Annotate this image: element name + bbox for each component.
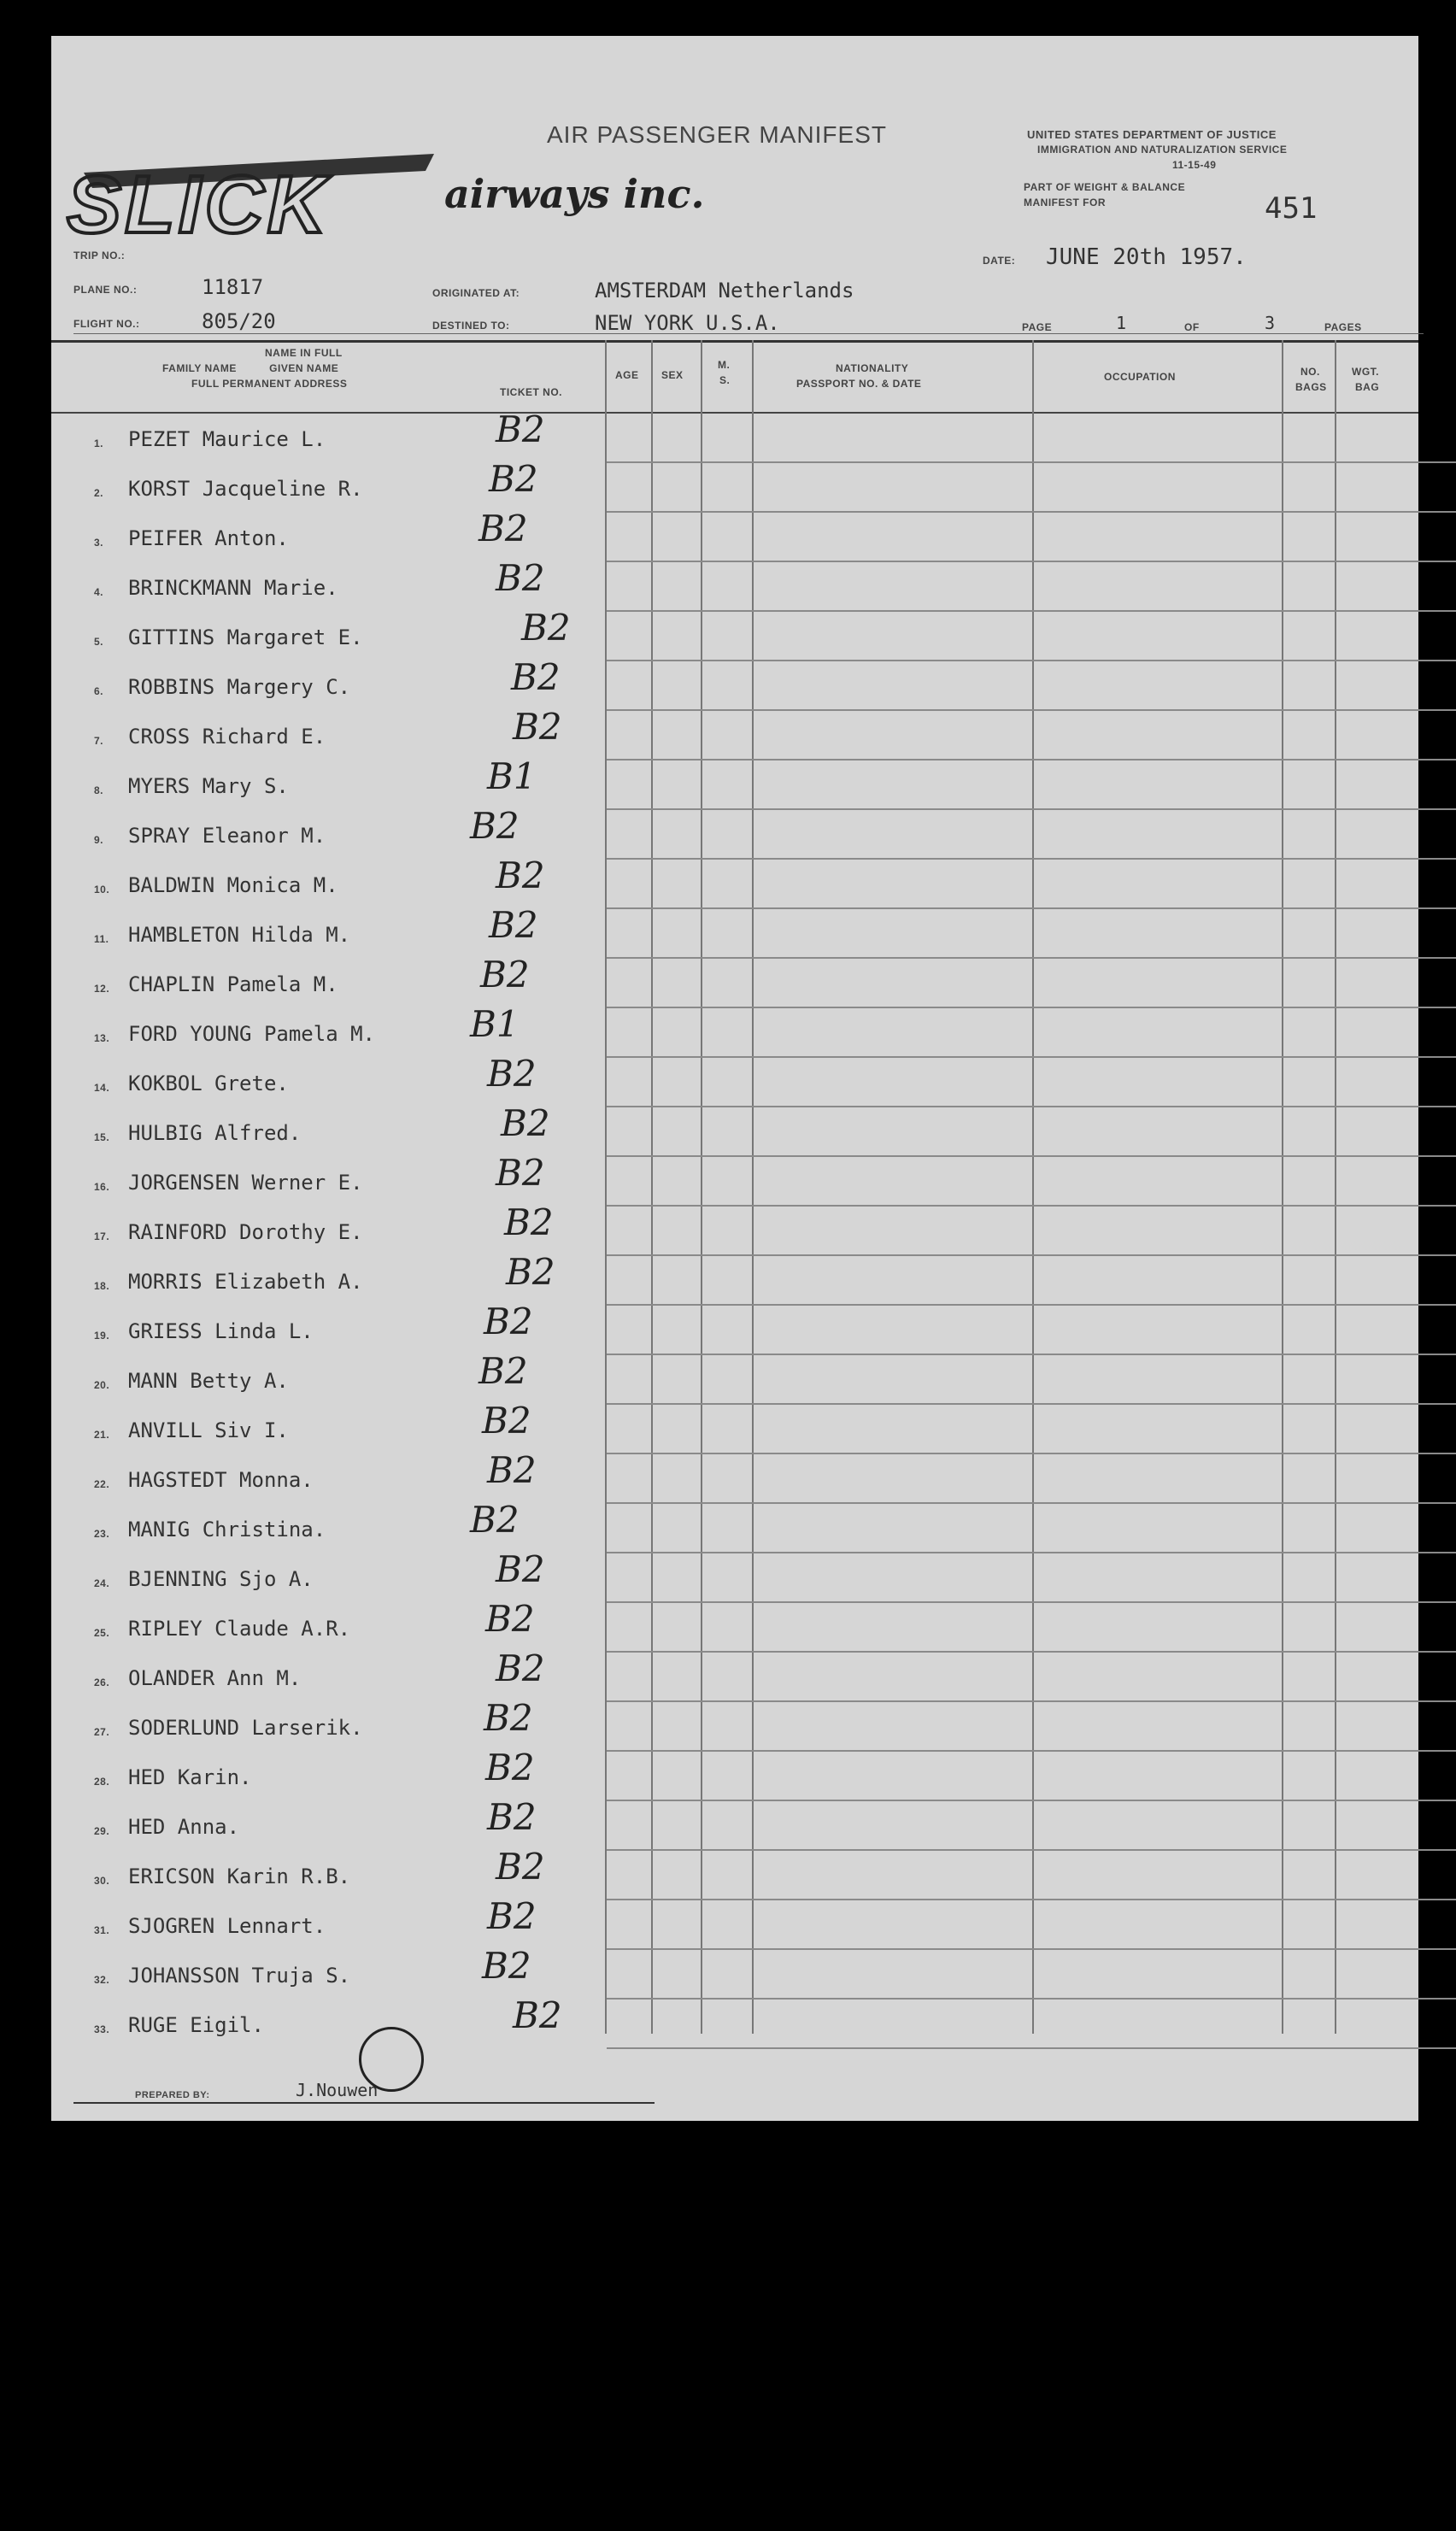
ticket-number: B2	[501, 1102, 550, 1144]
manifest-sheet	[51, 36, 1418, 2121]
col-ms-line-2: S.	[719, 374, 731, 386]
row-rule	[607, 1651, 1456, 1653]
passenger-name: ROBBINS Margery C.	[128, 675, 351, 699]
col-divider-occupation	[1032, 340, 1034, 2034]
row-number: 14.	[94, 1082, 110, 1094]
col-occupation: OCCUPATION	[1104, 371, 1176, 383]
flight-label: FLIGHT NO.:	[73, 318, 140, 330]
row-number: 22.	[94, 1478, 110, 1490]
row-rule	[607, 1948, 1456, 1950]
ticket-number: B2	[496, 408, 545, 450]
row-rule	[607, 907, 1456, 909]
ticket-number: B2	[484, 1301, 533, 1342]
logo-text: SLICK	[67, 159, 330, 245]
manifest-title: AIR PASSENGER MANIFEST	[547, 121, 887, 148]
col-bags-line-1: NO.	[1300, 366, 1320, 378]
passenger-name: RUGE Eigil.	[128, 2013, 264, 2037]
row-number: 13.	[94, 1032, 110, 1044]
row-number: 12.	[94, 983, 110, 995]
passenger-name: CROSS Richard E.	[128, 725, 326, 749]
ticket-number: B2	[485, 1747, 535, 1788]
prepared-by-name: J.Nouwen	[296, 2080, 379, 2100]
passenger-name: ERICSON Karin R.B.	[128, 1864, 351, 1888]
row-number: 18.	[94, 1280, 110, 1292]
row-number: 20.	[94, 1379, 110, 1391]
passenger-name: HAGSTEDT Monna.	[128, 1468, 314, 1492]
passenger-name: SJOGREN Lennart.	[128, 1914, 326, 1938]
col-divider-sex	[651, 340, 653, 2034]
col-divider-nationality	[752, 340, 754, 2034]
row-rule	[607, 1304, 1456, 1306]
col-ms-line-1: M.	[718, 359, 731, 371]
agency-line-2: IMMIGRATION AND NATURALIZATION SERVICE	[1037, 144, 1288, 156]
manifest-number: 451	[1265, 191, 1318, 226]
col-bags-line-2: BAGS	[1295, 381, 1327, 393]
plane-number: 11817	[202, 275, 264, 299]
passenger-name: MYERS Mary S.	[128, 774, 289, 798]
row-number: 33.	[94, 2023, 110, 2035]
ticket-number: B2	[480, 954, 530, 995]
passenger-name: KORST Jacqueline R.	[128, 477, 363, 501]
col-name-line-3: FULL PERMANENT ADDRESS	[191, 378, 348, 390]
row-number: 1.	[94, 437, 104, 449]
weight-line-2: MANIFEST FOR	[1024, 197, 1106, 208]
row-number: 17.	[94, 1230, 110, 1242]
row-rule	[607, 1403, 1456, 1405]
col-divider-bags	[1282, 340, 1283, 2034]
row-number: 26.	[94, 1677, 110, 1688]
pages-total: 3	[1265, 313, 1276, 333]
row-number: 23.	[94, 1528, 110, 1540]
row-rule	[607, 1552, 1456, 1553]
passenger-name: MANN Betty A.	[128, 1369, 289, 1393]
ticket-number: B2	[478, 508, 528, 549]
prepared-by-label: PREPARED BY:	[135, 2090, 210, 2100]
col-divider-ms	[701, 340, 702, 2034]
col-name-line-2: FAMILY NAME GIVEN NAME	[162, 362, 339, 374]
ticket-number: B2	[521, 607, 571, 649]
form-date: 11-15-49	[1172, 159, 1217, 171]
ticket-number: B2	[496, 1846, 545, 1888]
passenger-name: OLANDER Ann M.	[128, 1666, 302, 1690]
ticket-number: B2	[511, 656, 561, 698]
col-divider-age	[605, 340, 607, 2034]
row-rule	[607, 957, 1456, 959]
ticket-number: B2	[482, 1400, 531, 1442]
row-rule	[607, 1700, 1456, 1702]
ticket-number: B2	[478, 1350, 528, 1392]
row-rule	[607, 1849, 1456, 1851]
passenger-name: RIPLEY Claude A.R.	[128, 1617, 351, 1641]
pages-label: PAGES	[1324, 321, 1362, 333]
plane-label: PLANE NO.:	[73, 284, 138, 296]
ticket-number: B2	[504, 1201, 554, 1243]
row-rule	[607, 561, 1456, 562]
ticket-number: B2	[470, 805, 520, 847]
ticket-number: B2	[484, 1697, 533, 1739]
ticket-number: B2	[487, 1449, 537, 1491]
ticket-number: B1	[470, 1003, 520, 1045]
col-wgt-line-2: BAG	[1355, 381, 1380, 393]
passenger-name: SODERLUND Larserik.	[128, 1716, 363, 1740]
row-rule	[607, 759, 1456, 760]
row-number: 29.	[94, 1825, 110, 1837]
row-number: 31.	[94, 1924, 110, 1936]
passenger-name: MANIG Christina.	[128, 1518, 326, 1542]
row-number: 11.	[94, 933, 109, 945]
row-number: 30.	[94, 1875, 110, 1887]
row-rule	[607, 1007, 1456, 1008]
date-label: DATE:	[983, 255, 1016, 267]
row-number: 16.	[94, 1181, 110, 1193]
destined-label: DESTINED TO:	[432, 320, 510, 332]
of-label: OF	[1184, 321, 1200, 333]
ticket-number: B2	[506, 1251, 555, 1293]
row-rule	[607, 858, 1456, 860]
row-rule	[607, 1899, 1456, 1900]
header-bottom-rule	[51, 412, 1418, 414]
row-number: 9.	[94, 834, 104, 846]
trip-label: TRIP NO.:	[73, 250, 126, 261]
passenger-name: FORD YOUNG Pamela M.	[128, 1022, 375, 1046]
passenger-name: HED Anna.	[128, 1815, 240, 1839]
passenger-name: RAINFORD Dorothy E.	[128, 1220, 363, 1244]
col-nationality-line-2: PASSPORT NO. & DATE	[796, 378, 922, 390]
row-rule	[607, 1205, 1456, 1207]
row-rule	[607, 1502, 1456, 1504]
signature-mark	[359, 2027, 424, 2092]
col-divider-wgt	[1335, 340, 1336, 2034]
ticket-number: B2	[489, 904, 538, 946]
passenger-name: GRIESS Linda L.	[128, 1319, 314, 1343]
originated-value: AMSTERDAM Netherlands	[595, 279, 854, 302]
passenger-name: BRINCKMANN Marie.	[128, 576, 338, 600]
row-rule	[607, 511, 1456, 513]
passenger-name: JORGENSEN Werner E.	[128, 1171, 363, 1195]
date-value: JUNE 20th 1957.	[1046, 244, 1247, 270]
ticket-number: B2	[496, 557, 545, 599]
agency-line-1: UNITED STATES DEPARTMENT OF JUSTICE	[1027, 128, 1277, 141]
passenger-name: HULBIG Alfred.	[128, 1121, 302, 1145]
flight-number: 805/20	[202, 309, 276, 333]
passenger-name: PEIFER Anton.	[128, 526, 289, 550]
table-top-rule	[51, 340, 1418, 343]
weight-line-1: PART OF WEIGHT & BALANCE	[1024, 181, 1186, 193]
col-name-line-1: NAME IN FULL	[265, 347, 343, 359]
passenger-name: HAMBLETON Hilda M.	[128, 923, 351, 947]
row-number: 27.	[94, 1726, 110, 1738]
col-sex: SEX	[661, 369, 684, 381]
row-rule	[607, 660, 1456, 661]
row-number: 2.	[94, 487, 104, 499]
row-number: 5.	[94, 636, 104, 648]
passenger-name: BALDWIN Monica M.	[128, 873, 338, 897]
passenger-name: HED Karin.	[128, 1765, 252, 1789]
ticket-number: B1	[487, 755, 537, 797]
row-rule	[607, 461, 1456, 463]
ticket-number: B2	[513, 1994, 562, 2036]
passenger-name: BJENNING Sjo A.	[128, 1567, 314, 1591]
passenger-name: MORRIS Elizabeth A.	[128, 1270, 363, 1294]
row-rule	[607, 1354, 1456, 1355]
airline-logo	[58, 147, 443, 245]
row-number: 32.	[94, 1974, 110, 1986]
row-number: 21.	[94, 1429, 110, 1441]
row-rule	[607, 1750, 1456, 1752]
ticket-number: B2	[487, 1796, 537, 1838]
ticket-number: B2	[496, 1548, 545, 1590]
row-number: 24.	[94, 1577, 110, 1589]
row-number: 15.	[94, 1131, 110, 1143]
row-number: 7.	[94, 735, 104, 747]
ticket-number: B2	[482, 1945, 531, 1987]
ticket-number: B2	[487, 1053, 537, 1095]
row-number: 8.	[94, 784, 104, 796]
destined-value: NEW YORK U.S.A.	[595, 311, 780, 335]
row-number: 6.	[94, 685, 104, 697]
col-nationality-line-1: NATIONALITY	[836, 362, 909, 374]
row-rule	[607, 1155, 1456, 1157]
row-rule	[607, 1106, 1456, 1107]
passenger-name: SPRAY Eleanor M.	[128, 824, 326, 848]
row-number: 25.	[94, 1627, 110, 1639]
row-number: 19.	[94, 1330, 110, 1342]
passenger-name: ANVILL Siv I.	[128, 1418, 289, 1442]
row-rule	[607, 1254, 1456, 1256]
ticket-number: B2	[496, 854, 545, 896]
row-rule	[607, 1998, 1456, 2000]
page-label: PAGE	[1022, 321, 1053, 333]
passenger-name: PEZET Maurice L.	[128, 427, 326, 451]
row-number: 28.	[94, 1776, 110, 1788]
col-wgt-line-1: WGT.	[1352, 366, 1379, 378]
passenger-name: KOKBOL Grete.	[128, 1072, 289, 1095]
row-rule	[607, 808, 1456, 810]
ticket-number: B2	[496, 1152, 545, 1194]
row-rule	[607, 1800, 1456, 1801]
row-number: 10.	[94, 884, 110, 896]
row-rule	[607, 2047, 1456, 2049]
ticket-number: B2	[513, 706, 562, 748]
row-number: 3.	[94, 537, 104, 549]
ticket-number: B2	[485, 1598, 535, 1640]
col-age: AGE	[615, 369, 639, 381]
prepared-by-underline	[73, 2102, 655, 2104]
ticket-number: B2	[470, 1499, 520, 1541]
passenger-name: JOHANSSON Truja S.	[128, 1964, 351, 1988]
row-rule	[607, 709, 1456, 711]
passenger-name: GITTINS Margaret E.	[128, 625, 363, 649]
originated-label: ORIGINATED AT:	[432, 287, 520, 299]
page-number: 1	[1116, 313, 1127, 333]
passenger-name: CHAPLIN Pamela M.	[128, 972, 338, 996]
row-rule	[607, 1056, 1456, 1058]
col-ticket: TICKET NO.	[500, 386, 562, 398]
airline-name: airways inc.	[444, 171, 705, 217]
row-rule	[607, 1601, 1456, 1603]
ticket-number: B2	[489, 458, 538, 500]
slick-logo-graphic	[58, 147, 443, 245]
row-rule	[607, 610, 1456, 612]
row-rule	[607, 1453, 1456, 1454]
ticket-number: B2	[487, 1895, 537, 1937]
ticket-number: B2	[496, 1647, 545, 1689]
row-number: 4.	[94, 586, 104, 598]
